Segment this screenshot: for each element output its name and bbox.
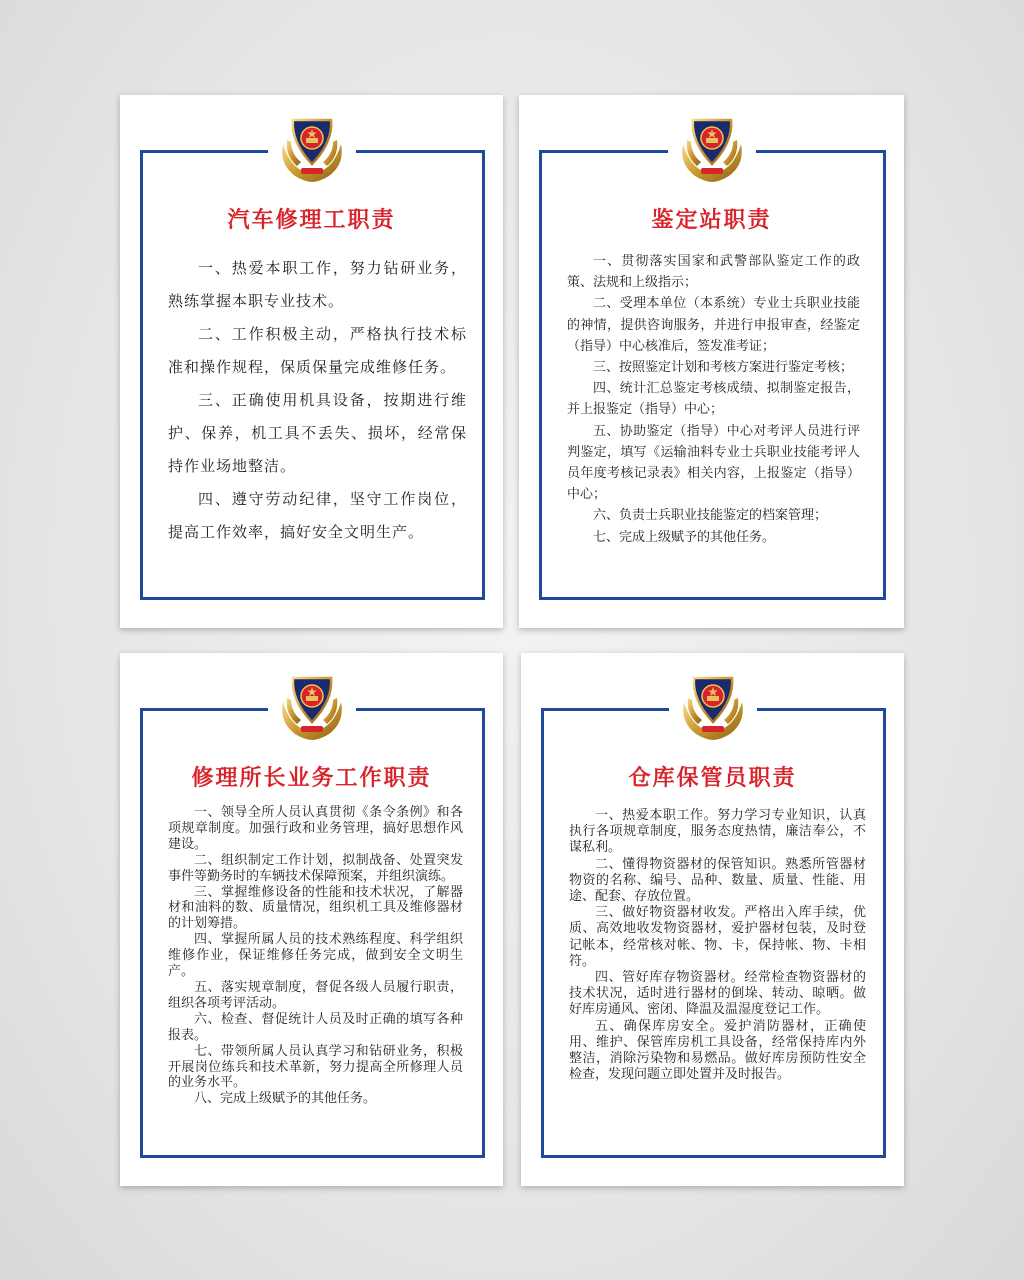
duty-item: 一、热爱本职工作。努力学习专业知识，认真执行各项规章制度，服务态度热情，廉洁奉公，不谋私利。 <box>569 808 866 856</box>
duty-item: 二、组织制定工作计划，拟制战备、处置突发事件等勤务时的车辆技术保障预案，并组织演练。 <box>168 852 463 884</box>
card-content <box>168 805 463 1107</box>
duty-item: 七、完成上级赋予的其他任务。 <box>593 529 776 545</box>
card-content <box>567 251 860 548</box>
duty-card-appraisal-station <box>519 95 904 628</box>
duty-item: 六、负责士兵职业技能鉴定的档案管理； <box>593 508 828 524</box>
duty-item: 八、完成上级赋予的其他任务。 <box>194 1091 377 1107</box>
card-content <box>569 808 866 1083</box>
card-title: 修理所长业务工作职责 <box>191 766 432 791</box>
duty-card-warehouse-keeper <box>521 653 904 1186</box>
duty-item: 四、统计汇总鉴定考核成绩、拟制鉴定报告，并上报鉴定（指导）中心； <box>567 381 860 418</box>
duty-item: 五、落实规章制度，督促各级人员履行职责，组织各项考评活动。 <box>168 979 463 1011</box>
duty-item: 七、带领所属人员认真学习和钻研业务，积极开展岗位练兵和技术革新，努力提高全所修理人员的业务水平。 <box>168 1043 463 1091</box>
police-emblem-icon <box>669 671 757 743</box>
duty-item: 五、确保库房安全。爱护消防器材，正确使用、维护、保管库房机工具设备，经常保持库内外整洁，消除污染物和易燃品。做好库房预防性安全检查，发现问题立即处置并及时报告。 <box>569 1018 866 1083</box>
police-emblem-icon <box>668 113 756 185</box>
card-title: 鉴定站职责 <box>651 208 772 233</box>
card-title: 仓库保管员职责 <box>628 766 797 791</box>
duty-item: 三、正确使用机具设备，按期进行维护、保养，机工具不丢失、损坏，经常保持作业场地整洁。 <box>168 391 467 475</box>
duty-item: 四、管好库存物资器材。经常检查物资器材的技术状况，适时进行器材的倒垛、转动、晾晒。做好库房通风、密闭、降温及温湿度登记工作。 <box>569 970 866 1018</box>
duty-item: 三、做好物资器材收发。严格出入库手续，优质、高效地收发物资器材，爱护器材包装，及时登记帐本，经常核对帐、物、卡，保持帐、物、卡相符。 <box>569 905 866 969</box>
police-emblem-icon <box>268 671 356 743</box>
duty-card-repair-director <box>120 653 503 1186</box>
duty-item: 五、协助鉴定（指导）中心对考评人员进行评判鉴定，填写《运输油料专业士兵职业技能考评人员年度考核记录表》相关内容，上报鉴定（指导）中心； <box>567 423 860 503</box>
card-content <box>168 252 467 549</box>
duty-item: 三、掌握维修设备的性能和技术状况，了解器材和油料的数、质量情况，组织机工具及维修器材的计划筹措。 <box>168 884 463 932</box>
duty-item: 一、领导全所人员认真贯彻《条令条例》和各项规章制度。加强行政和业务管理，搞好思想作风建设。 <box>168 805 463 852</box>
police-emblem-icon <box>268 113 356 185</box>
duty-item: 三、按照鉴定计划和考核方案进行鉴定考核； <box>593 360 854 376</box>
duty-item: 一、热爱本职工作，努力钻研业务，熟练掌握本职专业技术。 <box>168 259 467 310</box>
duty-item: 二、懂得物资器材的保管知识。熟悉所管器材物资的名称、编号、品种、数量、质量、性能、用途、配套、存放位置。 <box>569 856 866 905</box>
duty-item: 二、受理本单位（本系统）专业士兵职业技能的神情，提供咨询服务，并进行申报审查，经鉴定（指导）中心核准后，签发准考证； <box>567 296 860 354</box>
duty-item: 四、掌握所属人员的技术熟练程度、科学组织维修作业，保证维修任务完成，做到安全文明生产。 <box>168 932 463 980</box>
duty-item: 二、工作积极主动，严格执行技术标准和操作规程，保质保量完成维修任务。 <box>168 325 467 376</box>
duty-card-auto-repairer <box>120 95 503 628</box>
duty-item: 六、检查、督促统计人员及时正确的填写各种报表。 <box>168 1011 463 1043</box>
card-title: 汽车修理工职责 <box>227 208 396 233</box>
duty-item: 四、遵守劳动纪律，坚守工作岗位，提高工作效率，搞好安全文明生产。 <box>168 490 467 541</box>
duty-item: 一、贯彻落实国家和武警部队鉴定工作的政策、法规和上级指示； <box>567 254 860 291</box>
